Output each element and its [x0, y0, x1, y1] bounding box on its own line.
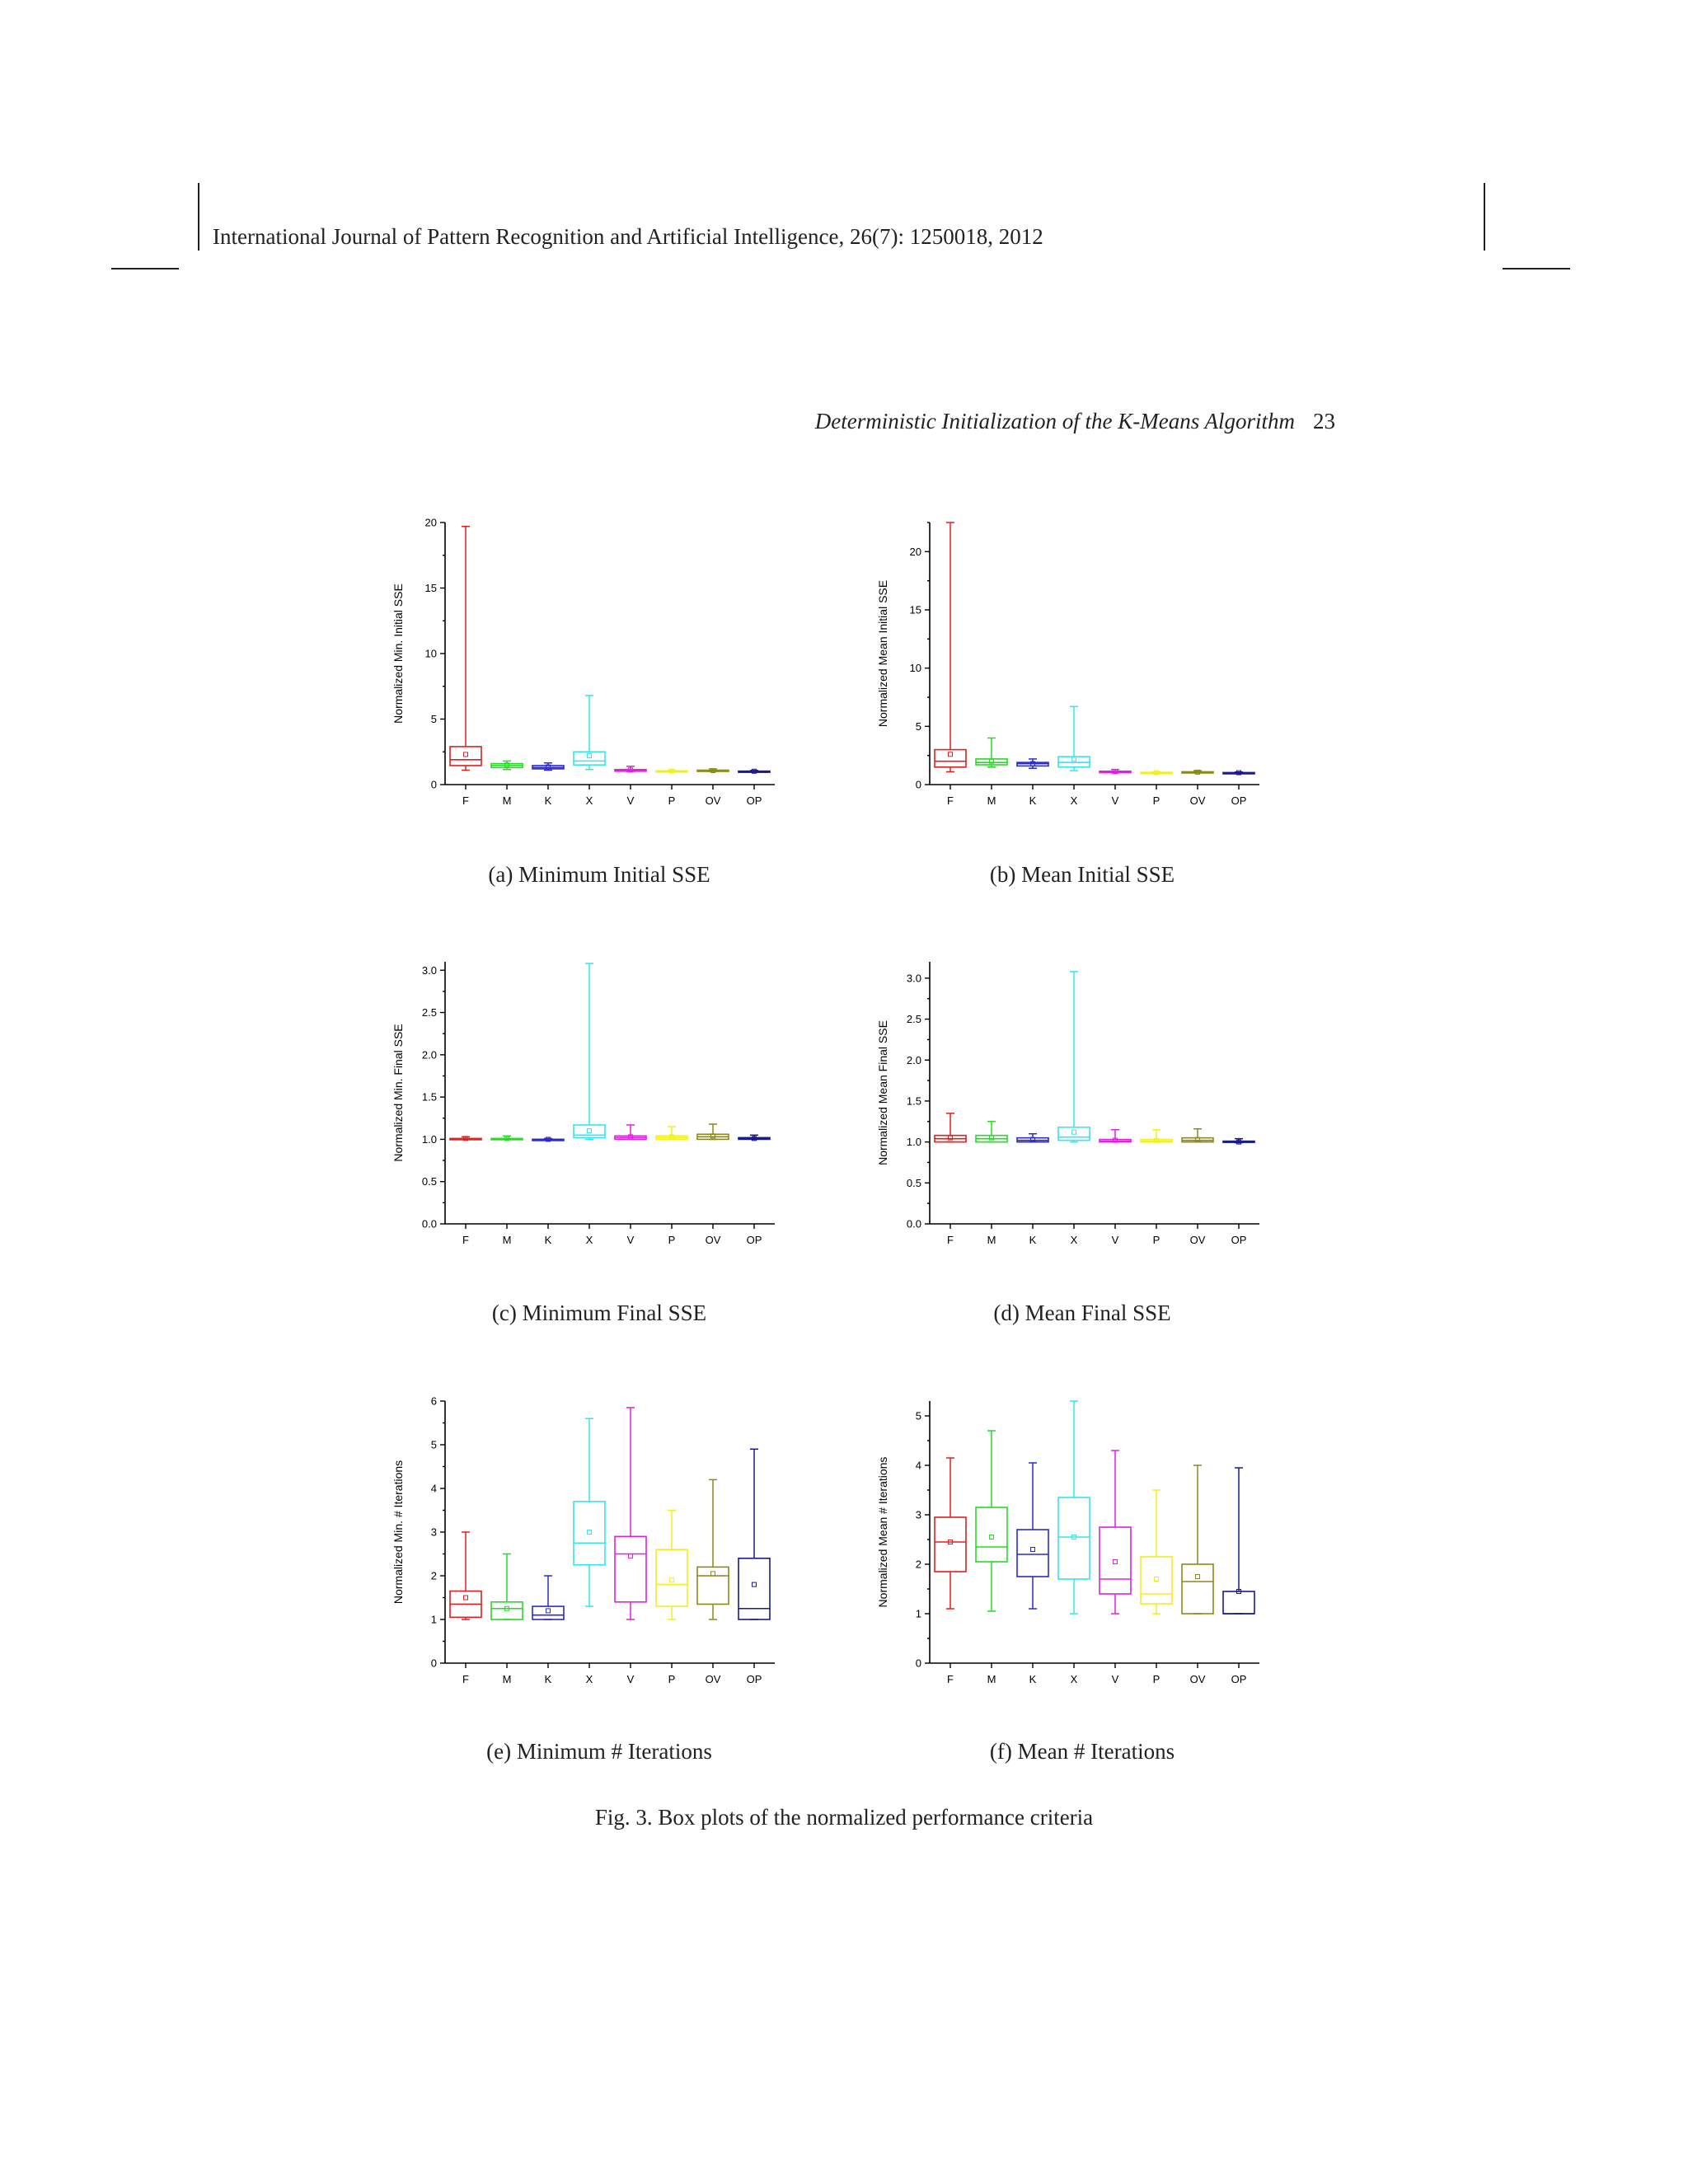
x-tick-label-OV: OV — [705, 1234, 721, 1246]
x-tick-label-P: P — [668, 1673, 676, 1685]
y-tick-label: 4 — [915, 1459, 921, 1472]
mean-marker-K — [546, 1609, 551, 1613]
y-tick-label: 1.5 — [421, 1090, 437, 1104]
mean-marker-P — [1155, 1577, 1159, 1582]
y-tick-label: 0 — [915, 1657, 921, 1670]
x-tick-label-OP: OP — [746, 794, 762, 807]
x-tick-label-F: F — [947, 1673, 954, 1685]
figure-caption: Fig. 3. Box plots of the normalized performance criteria — [594, 1805, 1094, 1830]
mean-marker-X — [588, 1530, 592, 1535]
x-tick-label-K: K — [1029, 1234, 1037, 1246]
x-tick-label-F: F — [462, 1234, 469, 1246]
box-X — [1058, 1497, 1090, 1579]
y-tick-label: 2 — [430, 1569, 437, 1582]
x-tick-label-P: P — [668, 794, 676, 807]
x-tick-label-OV: OV — [1189, 1673, 1206, 1685]
chart-panel-b — [872, 511, 1259, 807]
x-tick-label-P: P — [668, 1234, 676, 1246]
mean-marker-OV — [711, 1572, 715, 1576]
x-tick-label-F: F — [947, 1234, 954, 1246]
x-tick-label-M: M — [502, 1234, 512, 1246]
mean-marker-X — [588, 1129, 592, 1133]
box-OP — [738, 1558, 770, 1619]
subfigure-caption-e: (e) Minimum # Iterations — [486, 1739, 712, 1764]
y-axis-title: Normalized Mean # Iterations — [876, 1456, 889, 1608]
chart-panel-a — [387, 511, 775, 807]
y-tick-label: 10 — [424, 647, 437, 660]
x-tick-label-V: V — [626, 794, 635, 807]
y-tick-label: 2.5 — [906, 1013, 921, 1026]
x-tick-label-X: X — [585, 794, 593, 807]
x-tick-label-V: V — [1111, 1673, 1119, 1685]
chart-d-plot — [872, 950, 1259, 1246]
x-tick-label-X: X — [1070, 1673, 1078, 1685]
x-tick-label-X: X — [1070, 1234, 1078, 1246]
chart-f-plot — [872, 1390, 1259, 1685]
x-tick-label-P: P — [1152, 794, 1160, 807]
subfigure-caption-f: (f) Mean # Iterations — [989, 1739, 1175, 1764]
header-rule-right-vertical — [1484, 183, 1485, 251]
y-tick-label: 5 — [430, 1438, 437, 1451]
mean-marker-X — [1072, 1130, 1076, 1134]
mean-marker-X — [1072, 757, 1076, 761]
chart-b-plot — [872, 511, 1259, 807]
box-P — [1141, 1557, 1172, 1604]
chart-panel-e — [387, 1390, 775, 1685]
chart-a-plot — [387, 511, 775, 807]
y-tick-label: 3 — [915, 1508, 921, 1521]
x-tick-label-V: V — [1111, 1234, 1119, 1246]
x-tick-label-M: M — [502, 1673, 512, 1685]
y-tick-label: 0 — [430, 778, 437, 791]
mean-marker-V — [629, 1554, 633, 1558]
y-axis-title: Normalized Mean Initial SSE — [876, 579, 889, 728]
y-tick-label: 3.0 — [906, 972, 921, 985]
x-tick-label-K: K — [544, 1234, 552, 1246]
x-tick-label-OV: OV — [1189, 794, 1206, 807]
mean-marker-K — [1031, 1548, 1035, 1552]
y-tick-label: 0.5 — [906, 1176, 921, 1189]
y-tick-label: 10 — [909, 662, 921, 675]
x-tick-label-V: V — [626, 1673, 635, 1685]
box-OV — [1182, 1564, 1213, 1614]
y-tick-label: 5 — [915, 719, 921, 733]
mean-marker-OV — [1196, 1575, 1200, 1579]
chart-panel-d — [872, 950, 1259, 1246]
x-tick-label-OP: OP — [1231, 1234, 1247, 1246]
x-tick-label-K: K — [544, 794, 552, 807]
y-tick-label: 3.0 — [421, 963, 437, 977]
y-tick-label: 5 — [915, 1409, 921, 1422]
chart-c-plot — [387, 950, 775, 1246]
x-tick-label-K: K — [1029, 794, 1037, 807]
x-tick-label-OV: OV — [1189, 1234, 1206, 1246]
x-tick-label-F: F — [462, 1673, 469, 1685]
mean-marker-F — [464, 1596, 468, 1600]
x-tick-label-M: M — [987, 794, 996, 807]
journal-citation: International Journal of Pattern Recognition and Artificial Intelligence, 26(7): 1250018, 2012 — [213, 224, 1043, 249]
x-tick-label-OP: OP — [746, 1234, 762, 1246]
y-tick-label: 1 — [430, 1613, 437, 1626]
y-axis-title: Normalized Min. Initial SSE — [392, 583, 405, 724]
box-V — [615, 1536, 646, 1602]
x-tick-label-P: P — [1152, 1234, 1160, 1246]
subfigure-caption-c: (c) Minimum Final SSE — [491, 1301, 707, 1325]
subfigure-caption-b: (b) Mean Initial SSE — [989, 862, 1175, 887]
x-tick-label-OP: OP — [746, 1673, 762, 1685]
header-rule-left-vertical — [198, 183, 199, 251]
x-tick-label-OV: OV — [705, 794, 721, 807]
y-tick-label: 1.0 — [421, 1132, 437, 1146]
x-tick-label-P: P — [1152, 1673, 1160, 1685]
y-tick-label: 20 — [909, 545, 921, 558]
box-OV — [697, 1567, 729, 1604]
running-title: Deterministic Initialization of the K-Means Algorithm — [814, 409, 1295, 434]
y-tick-label: 0.0 — [906, 1217, 921, 1230]
mean-marker-V — [1114, 1560, 1118, 1564]
y-tick-label: 0 — [430, 1657, 437, 1670]
x-tick-label-V: V — [626, 1234, 635, 1246]
x-tick-label-X: X — [585, 1673, 593, 1685]
mean-marker-P — [670, 1578, 674, 1582]
header-rule-right-horizontal — [1503, 268, 1570, 269]
mean-marker-M — [990, 1535, 994, 1540]
box-F — [450, 747, 481, 766]
y-tick-label: 0.0 — [421, 1217, 437, 1230]
box-X — [574, 1502, 605, 1565]
y-tick-label: 1.5 — [906, 1094, 921, 1108]
page-number: 23 — [1313, 409, 1335, 434]
mean-marker-F — [949, 752, 953, 757]
x-tick-label-OV: OV — [705, 1673, 721, 1685]
box-K — [1017, 1530, 1048, 1577]
y-tick-label: 0.5 — [421, 1175, 437, 1188]
chart-e-plot — [387, 1390, 775, 1685]
header-rule-left-horizontal — [111, 268, 179, 269]
chart-panel-c — [387, 950, 775, 1246]
mean-marker-X — [588, 754, 592, 758]
chart-panel-f — [872, 1390, 1259, 1685]
box-OP — [1223, 1591, 1254, 1614]
y-tick-label: 1.0 — [906, 1136, 921, 1149]
x-tick-label-F: F — [462, 794, 469, 807]
y-axis-title: Normalized Min. # Iterations — [392, 1460, 405, 1605]
y-tick-label: 5 — [430, 713, 437, 725]
mean-marker-F — [464, 752, 468, 757]
box-V — [1100, 1527, 1131, 1594]
x-tick-label-F: F — [947, 794, 954, 807]
y-tick-label: 1 — [915, 1607, 921, 1620]
x-tick-label-M: M — [502, 794, 512, 807]
x-tick-label-OP: OP — [1231, 794, 1247, 807]
mean-marker-OP — [753, 1582, 757, 1586]
x-tick-label-M: M — [987, 1234, 996, 1246]
x-tick-label-K: K — [1029, 1673, 1037, 1685]
y-tick-label: 2.0 — [906, 1053, 921, 1066]
x-tick-label-V: V — [1111, 794, 1119, 807]
x-tick-label-X: X — [585, 1234, 593, 1246]
y-tick-label: 15 — [909, 603, 921, 616]
y-tick-label: 2 — [915, 1558, 921, 1571]
subfigure-caption-a: (a) Minimum Initial SSE — [488, 862, 710, 887]
x-tick-label-OP: OP — [1231, 1673, 1247, 1685]
x-tick-label-M: M — [987, 1673, 996, 1685]
y-tick-label: 4 — [430, 1482, 437, 1495]
subfigure-caption-d: (d) Mean Final SSE — [993, 1301, 1171, 1325]
y-tick-label: 2.5 — [421, 1006, 437, 1019]
y-tick-label: 0 — [915, 778, 921, 791]
y-axis-title: Normalized Min. Final SSE — [392, 1024, 405, 1162]
box-X — [1058, 1127, 1090, 1141]
y-tick-label: 3 — [430, 1526, 437, 1539]
running-header — [815, 409, 1335, 434]
y-tick-label: 20 — [424, 516, 437, 529]
y-tick-label: 15 — [424, 582, 437, 594]
x-tick-label-X: X — [1070, 794, 1078, 807]
y-tick-label: 6 — [430, 1394, 437, 1408]
y-tick-label: 2.0 — [421, 1048, 437, 1062]
x-tick-label-K: K — [544, 1673, 552, 1685]
y-axis-title: Normalized Mean Final SSE — [876, 1020, 889, 1165]
